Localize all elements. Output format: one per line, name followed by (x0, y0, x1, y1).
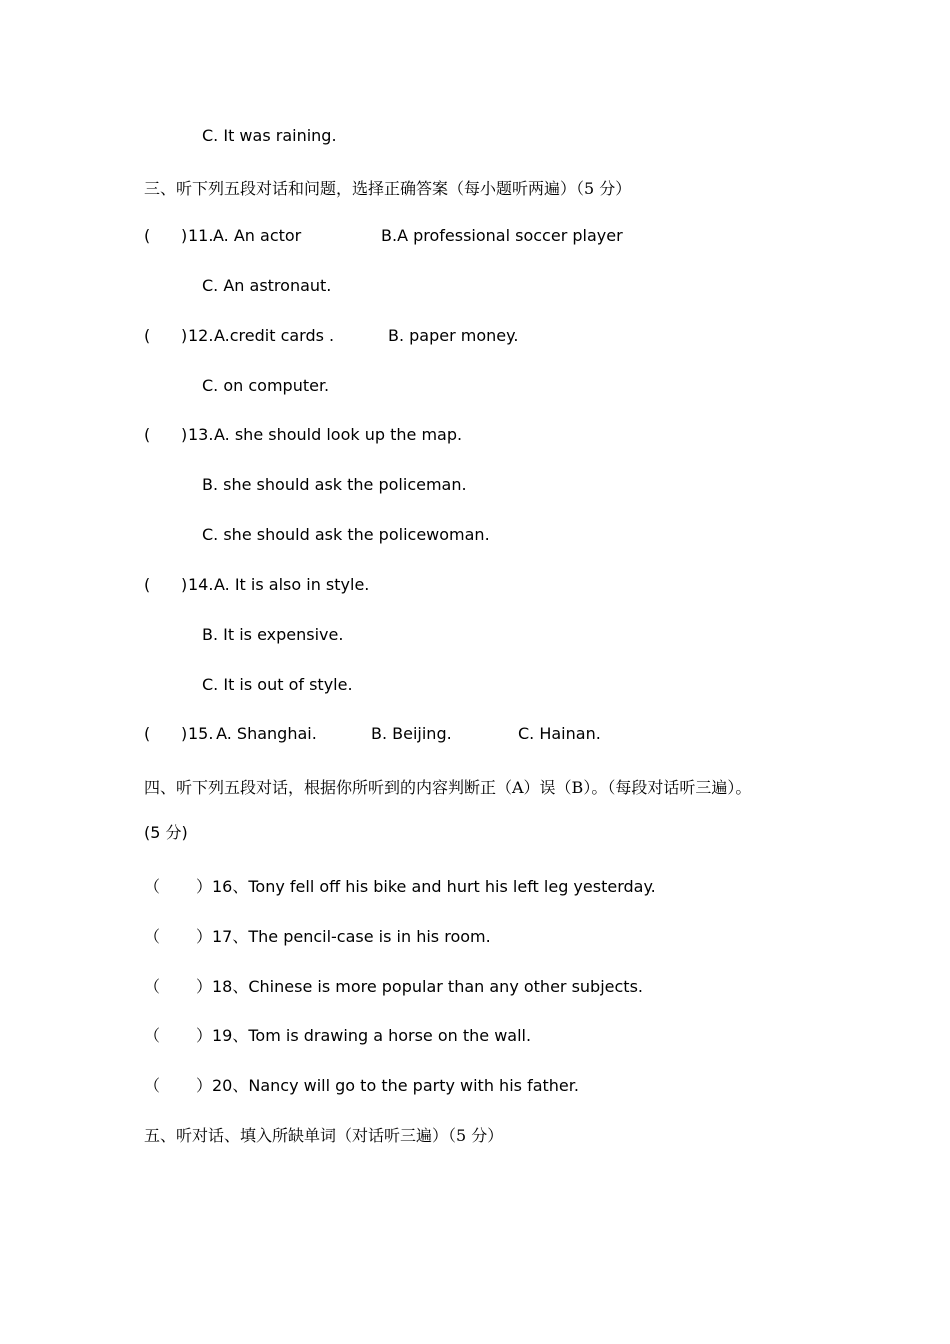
section4-score: (5 分) (144, 823, 188, 842)
answer-paren-close: ) (181, 425, 188, 444)
option-c: C. An astronaut. (202, 276, 332, 295)
question-number: 11. (188, 226, 214, 245)
option-b: B. It is expensive. (202, 625, 344, 644)
statement-text: ）16、Tony fell off his bike and hurt his left leg yesterday. (196, 877, 656, 896)
answer-paren-open: （ (144, 927, 161, 946)
answer-paren-close: ) (181, 326, 188, 345)
question-number: 13. (188, 425, 214, 444)
statement-text: ）17、The pencil-case is in his room. (196, 927, 491, 946)
answer-paren-open: （ (144, 1076, 161, 1095)
statement-text: ）19、Tom is drawing a horse on the wall. (196, 1026, 532, 1045)
statement-text: ）18、Chinese is more popular than any other subjects. (196, 977, 643, 996)
q10-option-c: C. It was raining. (202, 126, 337, 145)
option-a: A.credit cards . (214, 326, 335, 345)
question-number: 12. (188, 326, 214, 345)
option-a: A. It is also in style. (214, 575, 370, 594)
option-b: B. paper money. (388, 326, 519, 345)
answer-paren-open: ( (144, 226, 151, 245)
statement-text: ）20、Nancy will go to the party with his father. (196, 1076, 579, 1095)
answer-paren-open: （ (144, 877, 161, 896)
option-c: C. she should ask the policewoman. (202, 525, 490, 544)
answer-paren-open: ( (144, 326, 151, 345)
answer-paren-close: ) (181, 724, 188, 743)
answer-paren-close: ) (181, 575, 188, 594)
option-b: B. Beijing. (371, 724, 452, 743)
option-a: A. An actor (213, 226, 302, 245)
answer-paren-open: ( (144, 575, 151, 594)
option-a: A. she should look up the map. (214, 425, 463, 444)
answer-paren-open: （ (144, 977, 161, 996)
answer-paren-open: （ (144, 1026, 161, 1045)
section3-heading: 三、听下列五段对话和问题，选择正确答案（每小题听两遍）（5 分） (144, 179, 632, 198)
section4-heading: 四、听下列五段对话，根据你所听到的内容判断正（A）误（B）。（每段对话听三遍）。 (144, 778, 752, 797)
option-b: B.A professional soccer player (381, 226, 623, 245)
option-b: B. she should ask the policeman. (202, 475, 467, 494)
answer-paren-open: ( (144, 724, 151, 743)
option-a: A. Shanghai. (211, 724, 317, 743)
answer-paren-close: ) (181, 226, 188, 245)
option-c: C. Hainan. (518, 724, 601, 743)
question-number: 14. (188, 575, 214, 594)
option-c: C. It is out of style. (202, 675, 353, 694)
answer-paren-open: ( (144, 425, 151, 444)
section5-heading: 五、听对话、填入所缺单词（对话听三遍）（5 分） (144, 1126, 504, 1145)
question-number: 15. (188, 724, 214, 743)
option-c: C. on computer. (202, 376, 330, 395)
